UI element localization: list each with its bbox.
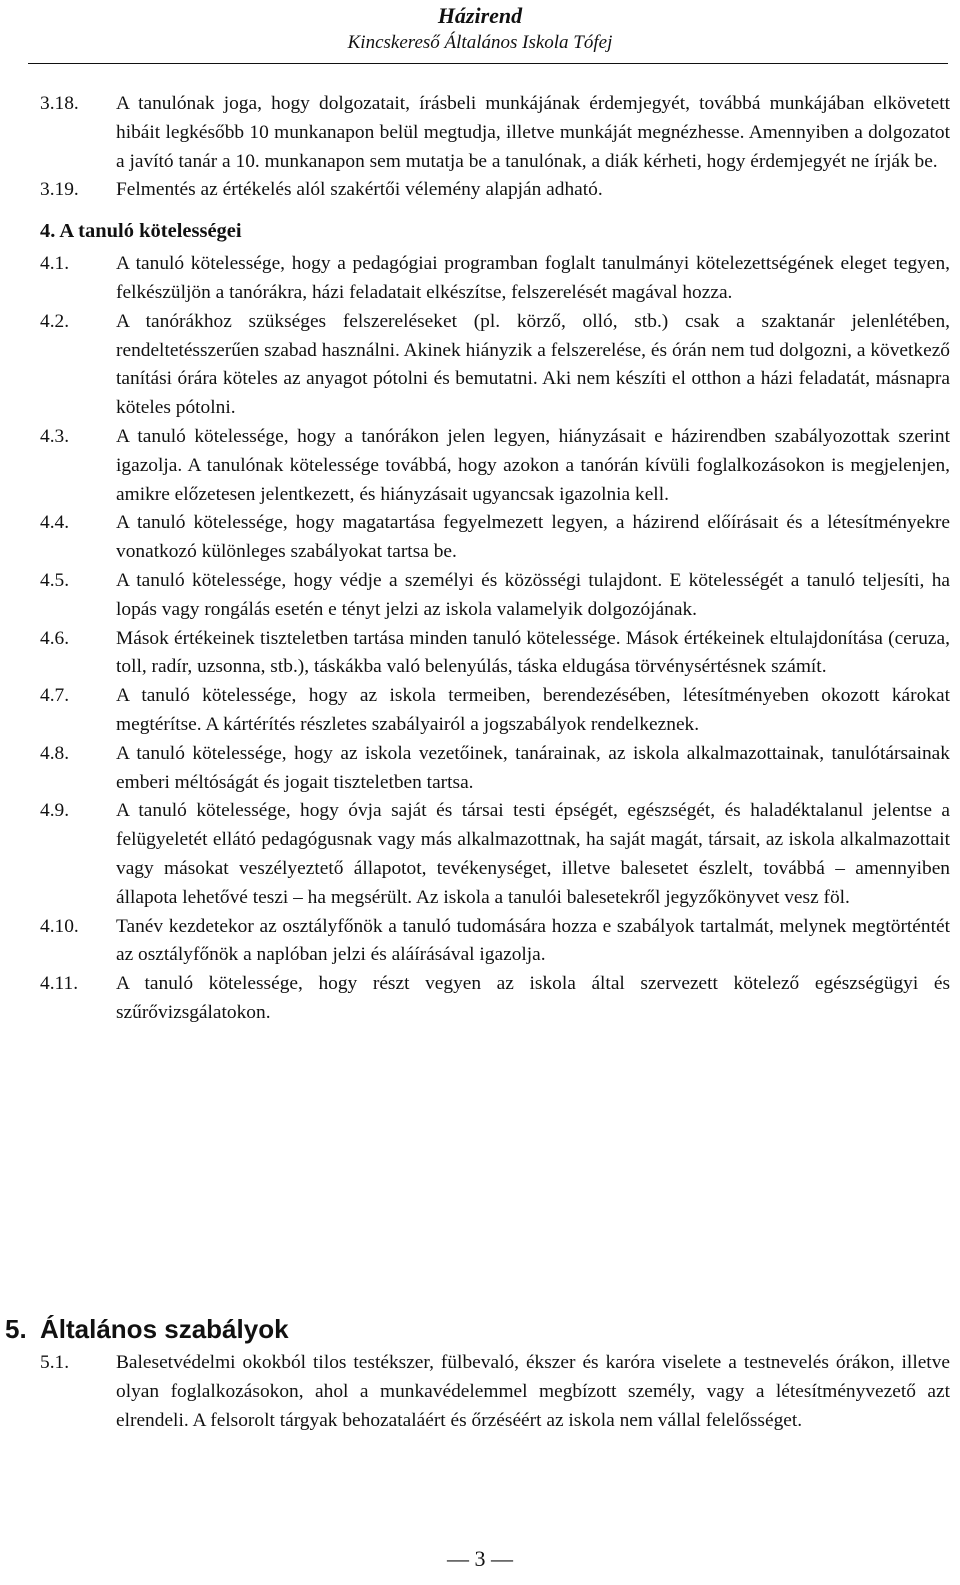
page-header [0,2,960,56]
paragraph-text: Mások értékeinek tiszteletben tartása minden tanuló kötelessége. Mások értékeinek eltulajdonítása (ceruza, toll, radír, uzsonna, stb.), táskákba való belenyúlás, táska eldugása törvénysértésnek számít. [116,627,950,678]
paragraph-text: A tanórákhoz szükséges felszereléseket (pl. körző, olló, stb.) csak a szaktanár jelenlétében, rendeltetésszerűen szabad használni. Akinek hiányzik a felszerelése, és órán nem tud dolgozni, a következő tanítási órára köteles az anyagot pótolni és bemutatni. Aki nem készíti el otthon a házi feladatát, másnapra köteles pótolni. [116,310,950,419]
main-content [40,90,950,1028]
paragraph-number: 4.11. [40,973,79,995]
paragraph-text: A tanulónak joga, hogy dolgozatait, írásbeli munkájának érdemjegyét, továbbá munkájában elkövetett hibáit legkésőbb 10 munkanapon belül megtudja, illetve munkáját megnézhesse. Amennyiben a dolgozatot a javító tanár a 10. munkanapon sem mutatja be a tanulónak, a diák kérheti, hogy érdemjegyét ne írják be. [116,93,950,172]
paragraph-text: A tanuló kötelessége, hogy az iskola termeiben, berendezésében, létesítményeben okozott károkat megtérítse. A kártérítés részletes szabályairól a jogszabályok rendelkeznek. [116,685,950,735]
paragraph-number: 4.6. [40,627,70,649]
paragraph-4-2 [40,308,950,423]
school-name: Kincskereső Általános Iskola Tófej [347,32,613,53]
paragraph-number: 4.7. [40,685,70,707]
paragraph-text: A tanuló kötelessége, hogy az iskola vezetőinek, tanárainak, az iskola alkalmazottainak, tanulótársainak emberi méltóságát és jogait tiszteletben tartsa. [116,742,950,793]
paragraph-number: 4.5. [40,569,70,591]
section-5-heading [5,1313,289,1345]
paragraph-4-8 [40,740,950,798]
paragraph-text: A tanuló kötelessége, hogy óvja saját és társai testi épségét, egészségét, és haladéktalanul jelentse a felügyeletét ellátó pedagógusnak vagy más alkalmazottnak, ha saját magát, társait, az iskola alkalmazottait vagy másokat veszélyeztető állapotot, tevékenységet, illetve balesetet észlelt, továbbá – amennyiben állapota lehetővé teszi – ha megsérült. Az iskola a tanulói balesetekről jegyzőkönyvet vesz föl. [116,800,950,908]
paragraph-5-1 [40,1349,950,1435]
paragraph-4-5 [40,567,950,625]
paragraph-number: 4.4. [40,512,70,534]
paragraph-4-4 [40,509,950,567]
paragraph-text: Tanév kezdetekor az osztályfőnök a tanuló tudomására hozza e szabályok tartalmát, melynek megtörténtét az osztályfőnök a naplóban jelzi és aláírásával igazolja. [116,915,950,966]
paragraph-3-18 [40,90,950,176]
paragraph-4-6 [40,625,950,683]
paragraph-3-19 [40,176,950,205]
paragraph-4-9 [40,797,950,912]
section-5-title: Általános szabályok [40,1314,289,1344]
paragraph-number: 4.8. [40,742,70,764]
paragraph-number: 3.18. [40,93,79,114]
header-divider [28,63,948,64]
paragraph-4-7 [40,682,950,740]
paragraph-number: 3.19. [40,179,79,201]
section-5-content [40,1349,950,1435]
paragraph-text: A tanuló kötelessége, hogy védje a személyi és közösségi tulajdont. E kötelességét a tanuló teljesíti, ha lopás vagy rongálás esetén e tényt jelzi az iskola valamelyik dolgozójának. [116,569,950,620]
paragraph-4-11 [40,970,950,1028]
paragraph-number: 4.2. [40,310,70,332]
paragraph-4-1 [40,250,950,308]
paragraph-4-3 [40,423,950,509]
page-number: — 3 — [447,1546,513,1571]
paragraph-text: Felmentés az értékelés alól szakértői vélemény alapján adható. [116,179,603,201]
paragraph-number: 4.9. [40,800,70,822]
paragraph-text: A tanuló kötelessége, hogy a pedagógiai programban foglalt tanulmányi kötelezettségének eleget tegyen, felkészüljön a tanórákra, házi feladatait elkészítse, felszerelését magával hozza. [116,253,950,303]
document-title: Házirend [437,3,523,28]
paragraph-number: 4.1. [40,253,70,275]
paragraph-text: A tanuló kötelessége, hogy részt vegyen az iskola által szervezett kötelező egészségügyi és szűrővizsgálatokon. [116,973,950,1023]
paragraph-number: 5.1. [40,1352,70,1373]
paragraph-number: 4.3. [40,425,70,447]
paragraph-text: A tanuló kötelessége, hogy a tanórákon jelen legyen, hiányzásait e házirendben szabályozottak szerint igazolja. A tanulónak kötelessége továbbá, hogy azokon a tanórán kívüli foglalkozásokon is megjelenjen, amikre előzetesen jelentkezett, és hiányzásait ugyancsak igazolnia kell. [116,425,950,505]
paragraph-4-10 [40,913,950,971]
paragraph-number: 4.10. [40,915,79,937]
section-5-number: 5. [5,1314,27,1344]
paragraph-text: A tanuló kötelessége, hogy magatartása fegyelmezett legyen, a házirend előírásait és a létesítményekre vonatkozó különleges szabályokat tartsa be. [116,512,950,563]
section-4-heading: 4. A tanuló kötelességei [40,220,242,243]
paragraph-text: Balesetvédelmi okokból tilos testékszer, fülbevaló, ékszer és karóra viselete a testnevelés órákon, illetve olyan foglalkozásokon, ahol a munkavédelemmel megbízott személy, vagy a létesítményvezető azt elrendeli. A felsorolt tárgyak behozataláért és őrzéséért az iskola nem vállal felelősséget. [116,1352,950,1431]
